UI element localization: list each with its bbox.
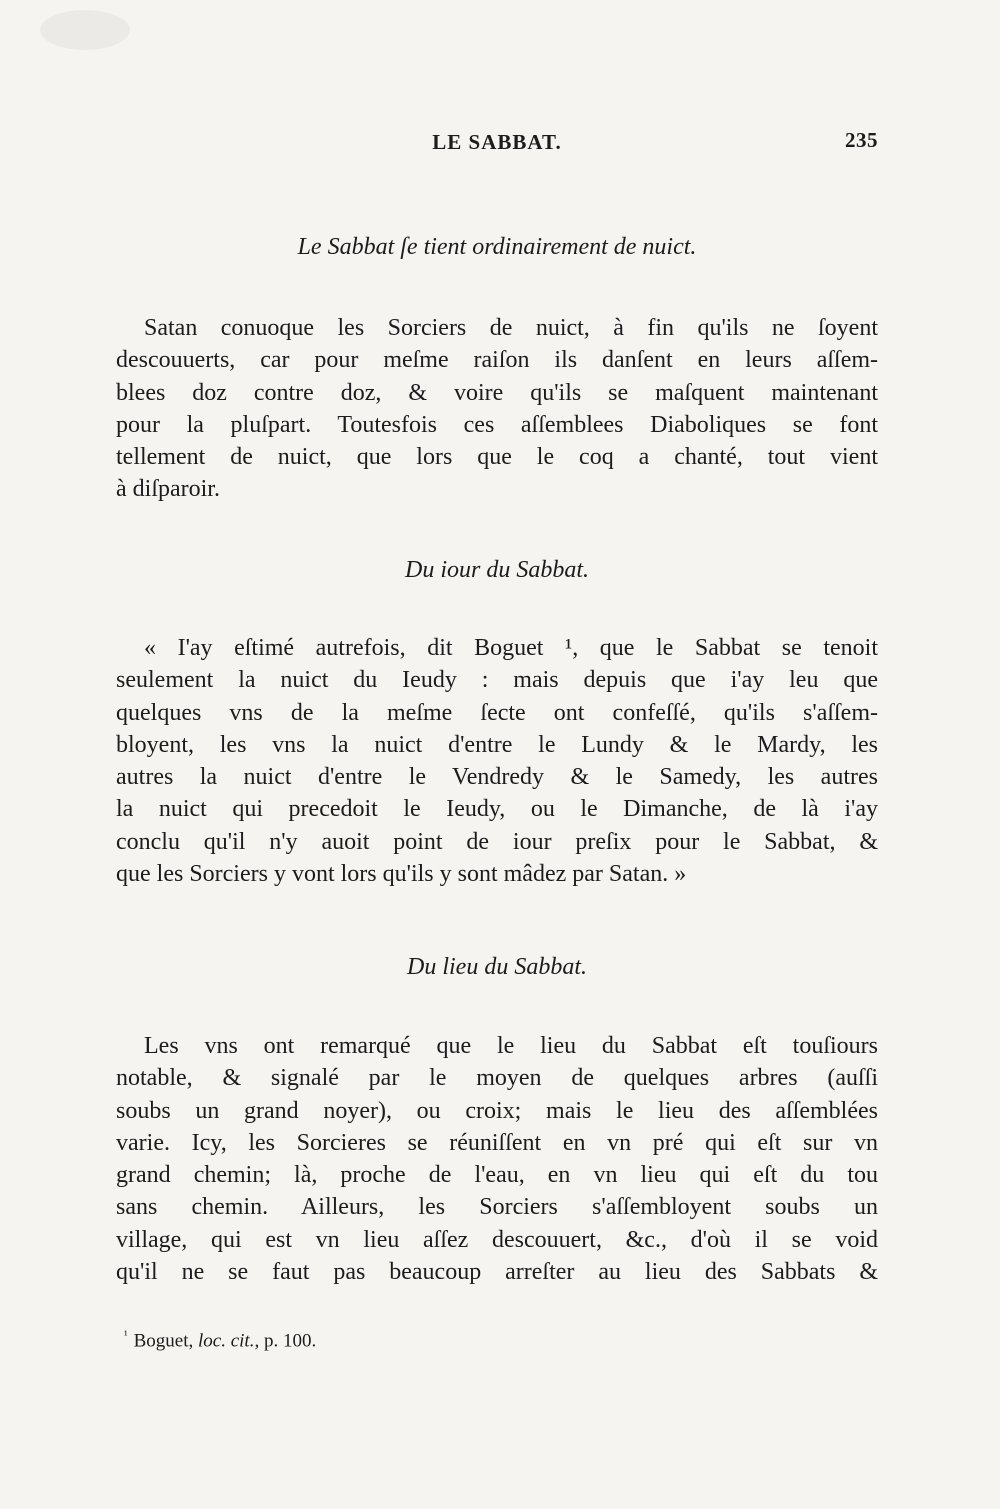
text-line: conclu qu'il n'y auoit point de iour preſix pour le Sabbat, & [116, 828, 878, 855]
text-line: « I'ay eſtimé autrefois, dit Boguet ¹, que le Sabbat se tenoit [144, 635, 878, 661]
section-heading-day: Du iour du Sabbat. [404, 557, 589, 583]
text-line: grand chemin; là, proche de l'eau, en vn lieu qui eſt du tou [116, 1162, 878, 1189]
text-line: sans chemin. Ailleurs, les Sorciers s'aſſembloyent soubs un [116, 1194, 878, 1221]
paragraph-day [116, 632, 878, 890]
text-line: bloyent, les vns la nuict d'entre le Lundy & le Mardy, les [116, 731, 878, 758]
text-line: autres la nuict d'entre le Vendredy & le Samedy, les autres [116, 764, 878, 791]
text-line: tellement de nuict, que lors que le coq a chanté, tout vient [116, 444, 878, 471]
text-line: notable, & signalé par le moyen de quelques arbres (auſſi [116, 1065, 878, 1092]
page-header [116, 126, 878, 160]
page-stain [40, 10, 130, 50]
paragraph-place [116, 1030, 878, 1288]
section-heading-place: Du lieu du Sabbat. [407, 954, 587, 980]
footnote [124, 1328, 316, 1352]
text-line: Satan conuoque les Sorciers de nuict, à fin qu'ils ne ſoyent [144, 315, 878, 341]
text-line: à diſparoir. [116, 476, 220, 503]
text-line: village, qui est vn lieu aſſez descouuert, &c., d'où il se void [116, 1226, 878, 1253]
text-line: varie. Icy, les Sorcieres se réuniſſent en vn pré qui eſt sur vn [116, 1129, 878, 1156]
text-line: pour la pluſpart. Toutesfois ces aſſemblees Diaboliques se font [116, 411, 878, 438]
text-line: la nuict qui precedoit le Ieudy, ou le Dimanche, de là i'ay [116, 796, 878, 823]
text-line: qu'il ne se faut pas beaucoup arreſter au lieu des Sabbats & [116, 1259, 878, 1286]
text-line: descouuerts, car pour meſme raiſon ils danſent en leurs aſſem- [116, 347, 878, 374]
text-line: quelques vns de la meſme ſecte ont confeſſé, qu'ils s'aſſem- [116, 699, 878, 726]
footnote-page: p. 100. [263, 1330, 317, 1352]
footnote-ref: loc. cit., [198, 1330, 260, 1352]
text-line: soubs un grand noyer), ou croix; mais le lieu des aſſemblées [116, 1097, 878, 1124]
text-line: que les Sorciers y vont lors qu'ils y sont mâdez par Satan. » [116, 861, 687, 888]
footnote-mark: ¹ [124, 1328, 128, 1342]
footnote-author: Boguet, [133, 1330, 194, 1352]
paragraph-night [116, 312, 878, 506]
text-line: blees doz contre doz, & voire qu'ils se maſquent maintenant [116, 379, 878, 406]
text-line: seulement la nuict du Ieudy : mais depuis que i'ay leu que [116, 667, 878, 694]
text-line: Les vns ont remarqué que le lieu du Sabbat eſt touſiours [144, 1033, 878, 1059]
page-number: 235 [845, 128, 878, 152]
section-heading-night: Le Sabbat ſe tient ordinairement de nuict. [297, 234, 697, 260]
running-title: LE SABBAT. [432, 130, 562, 154]
